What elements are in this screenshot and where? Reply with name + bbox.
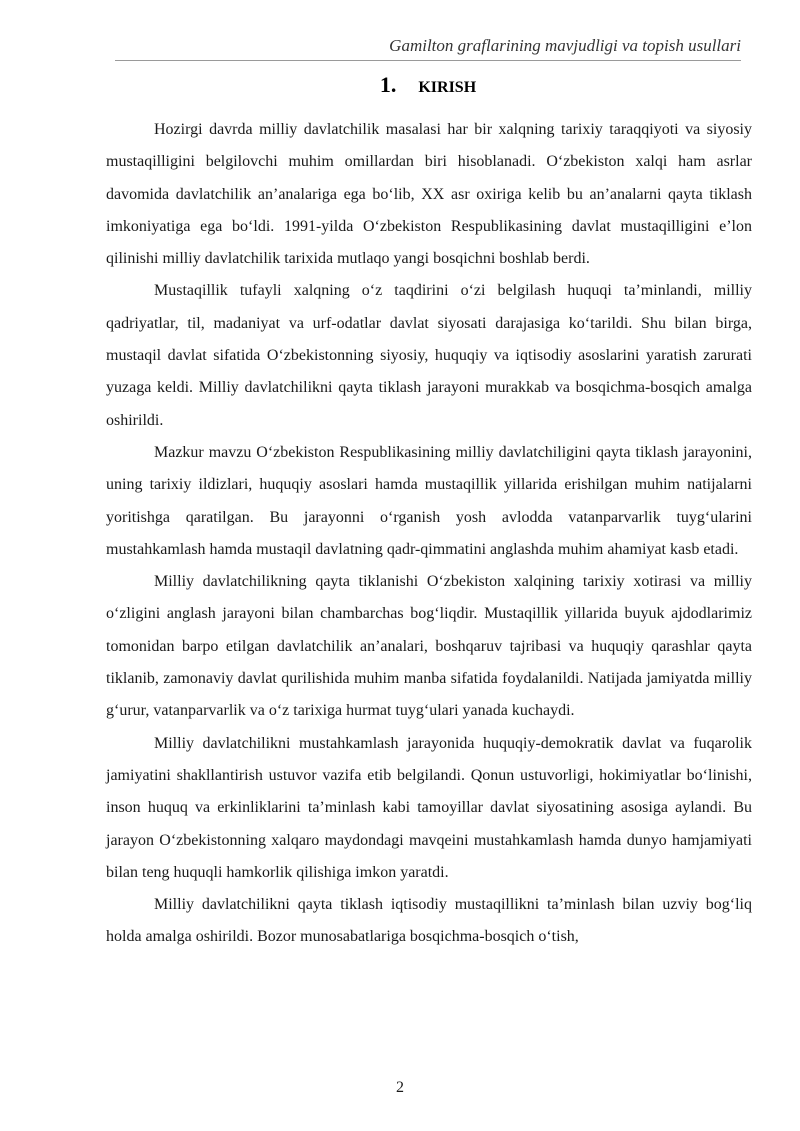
chapter-number: 1.: [379, 72, 397, 97]
chapter-title: KIRISH: [418, 79, 477, 96]
paragraph: Hozirgi davrda milliy davlatchilik masalasi har bir xalqning tarixiy taraqqiyoti va siyosiy mustaqilligini belgilovchi muhim omillardan biri hisoblanadi. O‘zbekiston xalqi ham asrlar davomida davlatchilik an’analariga ega bo‘lib, XX asr oxiriga kelib bu an’analarni qayta tiklash imkoniyatiga ega bo‘ldi. 1991-yilda O‘zbekiston Respublikasining davlat mustaqilligini e’lon qilinishi milliy davlatchilik tarixida mutlaqo yangi bosqichni boshlab berdi.: [106, 121, 752, 268]
running-header: Gamilton graflarining mavjudligi va topish usullari: [389, 36, 741, 55]
paragraph: Milliy davlatchilikni mustahkamlash jarayonida huquqiy-demokratik davlat va fuqarolik jamiyatini shakllantirish ustuvor vazifa etib belgilandi. Qonun ustuvorligi, hokimiyatlar bo‘linishi, inson huquq va erkinliklarini ta’minlash kabi tamoyillar davlat siyosatining asosiga aylandi. Bu jarayon O‘zbekistonning xalqaro maydondagi mavqeini mustahkamlash hamda dunyo hamjamiyati bilan teng huquqli hamkorlik qilishiga imkon yaratdi.: [106, 734, 752, 881]
chapter-heading: [115, 72, 741, 98]
header-divider: [115, 60, 741, 61]
paragraph: Milliy davlatchilikning qayta tiklanishi O‘zbekiston xalqining tarixiy xotirasi va milliy o‘zligini anglash jarayoni bilan chambarchas bog‘liqdir. Mustaqillik yillarida buyuk ajdodlarimiz tomonidan barpo etilgan davlatchilik an’analari, boshqaruv tajribasi va huquqiy qarashlar qayta tiklanib, zamonaviy davlat qurilishida muhim manba sifatida foydalanildi. Natijada jamiyatda milliy g‘urur, vatanparvarlik va o‘z tarixiga hurmat tuyg‘ulari yanada kuchaydi.: [106, 573, 752, 720]
paragraph: Milliy davlatchilikni qayta tiklash iqtisodiy mustaqillikni ta’minlash bilan uzviy bog‘liq holda amalga oshirildi. Bozor munosabatlariga bosqichma-bosqich o‘tish,: [106, 896, 752, 946]
page-number: 2: [396, 1079, 404, 1096]
paragraph: Mustaqillik tufayli xalqning o‘z taqdirini o‘zi belgilash huquqi ta’minlandi, milliy qadriyatlar, til, madaniyat va urf-odatlar davlat siyosati darajasiga ko‘tarildi. Shu bilan birga, mustaqil davlat sifatida O‘zbekistonning siyosiy, huquqiy va iqtisodiy asoslarini yaratish zarurati yuzaga keldi. Milliy davlatchilikni qayta tiklash jarayoni murakkab va bosqichma-bosqich amalga oshirildi.: [106, 282, 752, 429]
body-text: [106, 114, 752, 954]
paragraph: Mazkur mavzu O‘zbekiston Respublikasining milliy davlatchiligini qayta tiklash jarayonini, uning tarixiy ildizlari, huquqiy asoslari hamda mustaqillik yillarida erishilgan muhim natijalarni yoritishga qaratilgan. Bu jarayonni o‘rganish yosh avlodda vatanparvarlik tuyg‘ularini mustahkamlash hamda mustaqil davlatning qadr-qimmatini anglashda muhim ahamiyat kasb etadi.: [106, 443, 752, 558]
